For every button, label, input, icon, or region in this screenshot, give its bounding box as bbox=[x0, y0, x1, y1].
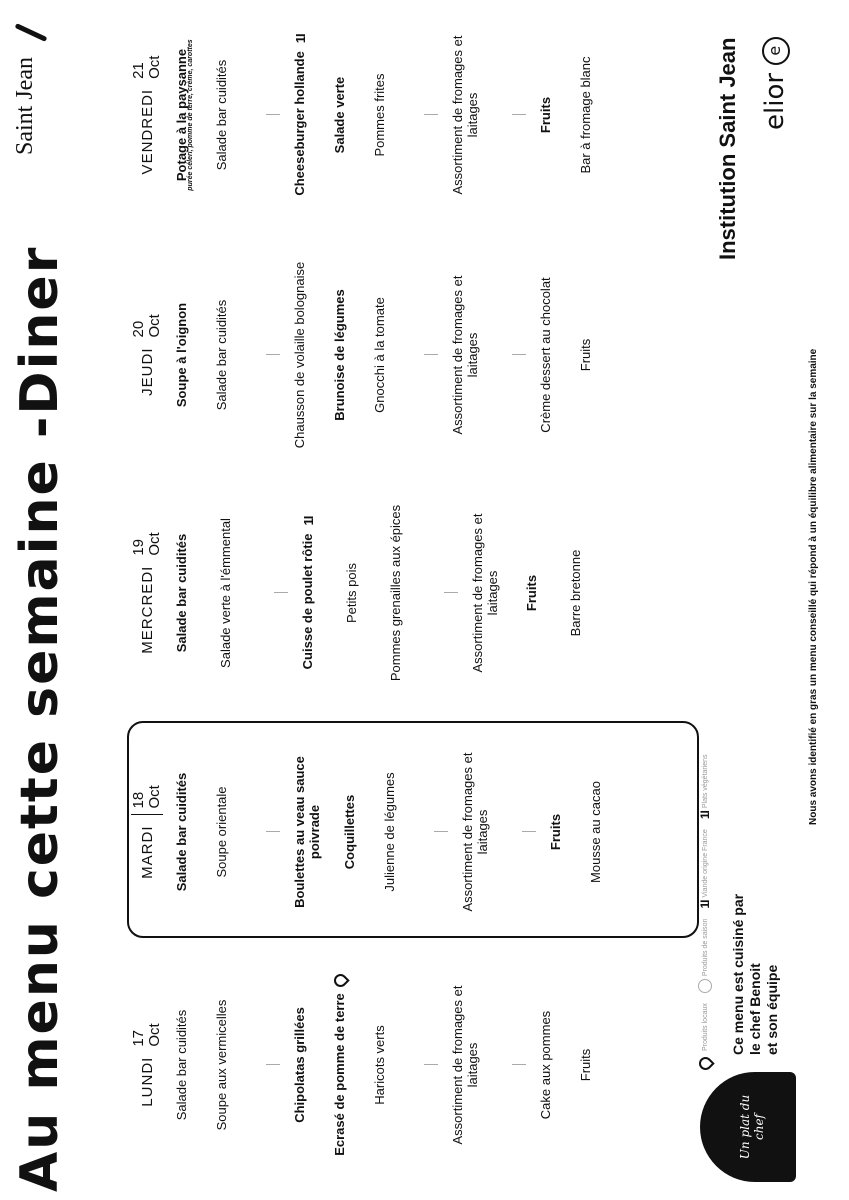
menu-item: Cuisse de poulet rôtie1I bbox=[300, 516, 317, 670]
item-description: purée céleri, pomme de terre, crème, carottes bbox=[187, 39, 194, 191]
menu-item: Assortiment de fromages et laitages bbox=[450, 35, 480, 195]
day-name: JEUDI bbox=[138, 347, 156, 396]
menu-item: Salade bar cuidités bbox=[214, 59, 229, 171]
menu-item: Assortiment de fromages et laitages bbox=[460, 752, 490, 912]
day-header bbox=[120, 532, 174, 653]
course-separator bbox=[444, 593, 458, 594]
day-column-vendredi bbox=[120, 15, 618, 215]
day-column-mardi bbox=[120, 732, 628, 932]
menu-item: Ecrasé de pomme de terre bbox=[332, 972, 352, 1158]
course-separator bbox=[266, 355, 280, 356]
day-date: 21 Oct bbox=[130, 55, 163, 79]
menu-item: Salade bar cuidités bbox=[214, 299, 229, 411]
day-column-jeudi bbox=[120, 255, 618, 455]
day-date: 20 Oct bbox=[130, 314, 163, 338]
menu-item: Petits pois bbox=[344, 563, 359, 623]
chef-logo bbox=[700, 1072, 796, 1182]
menu-item: Fruits bbox=[578, 338, 593, 372]
menu-item: Fruits bbox=[548, 813, 563, 851]
course-separator bbox=[434, 832, 448, 833]
menu-item: Salade verte bbox=[332, 76, 347, 154]
fork-knife-icon: 1I bbox=[301, 516, 317, 526]
day-name: VENDREDI bbox=[138, 88, 156, 175]
course-separator bbox=[512, 115, 526, 116]
chef-logo-text: Un plat du chef bbox=[738, 1094, 766, 1160]
menu-item: Cheeseburger hollande1I bbox=[292, 34, 309, 196]
fork-knife-icon: 1I bbox=[698, 811, 712, 820]
menu-item: Boulettes au veau sauce poivrade bbox=[292, 756, 322, 908]
course-separator bbox=[512, 1065, 526, 1066]
institution-name: Institution Saint Jean bbox=[715, 37, 740, 260]
menu-item: Potage à la paysanne purée céleri, pomme de terre, crème, carottes bbox=[174, 39, 194, 191]
day-date: 17 Oct bbox=[130, 1023, 163, 1047]
menu-item: Assortiment de fromages et laitages bbox=[450, 275, 480, 435]
day-column-mercredi bbox=[120, 493, 612, 693]
menu-item: Barre bretonne bbox=[568, 549, 583, 637]
menu-item: Salade verte à l'émmental bbox=[218, 518, 233, 668]
menu-title: Au menu cette semaine -Diner bbox=[10, 245, 70, 1192]
menu-item: Pommes grenailles aux épices bbox=[388, 504, 403, 682]
menu-item: Chausson de volaille bolognaise bbox=[292, 261, 307, 449]
menu-item: Pommes frites bbox=[372, 73, 387, 157]
menu-item: Fruits bbox=[578, 1048, 593, 1082]
pen-mark bbox=[15, 23, 48, 42]
menu-item: Coquillettes bbox=[342, 794, 357, 870]
menu-item: Crème dessert au chocolat bbox=[538, 277, 553, 433]
day-header bbox=[120, 785, 174, 879]
menu-item: Brunoise de légumes bbox=[332, 289, 347, 421]
menu-item: Haricots verts bbox=[372, 1025, 387, 1105]
menu-item: Soupe orientale bbox=[214, 786, 229, 878]
course-separator bbox=[424, 115, 438, 116]
menu-item: Julienne de légumes bbox=[382, 772, 397, 892]
course-separator bbox=[424, 1065, 438, 1066]
menu-item: Cake aux pommes bbox=[538, 1010, 553, 1120]
course-separator bbox=[274, 593, 288, 594]
footer-note: Nous avons identifié en gras un menu conseillé qui répond à un équilibre alimentaire sur la semaine bbox=[808, 348, 819, 825]
chef-credit: Ce menu est cuisiné par le chef Benoit et son équipe bbox=[730, 893, 780, 1055]
menu-item: Assortiment de fromages et laitages bbox=[450, 985, 480, 1145]
map-pin-icon bbox=[331, 972, 349, 990]
map-pin-icon bbox=[696, 1054, 714, 1072]
course-separator bbox=[266, 1065, 280, 1066]
course-separator bbox=[266, 115, 280, 116]
menu-item: Chipolatas grillées bbox=[292, 1007, 307, 1123]
seasonal-label: Produits de saison bbox=[698, 919, 712, 994]
menu-item: Gnocchi à la tomate bbox=[372, 297, 387, 413]
menu-item: Soupe aux vermicelles bbox=[214, 999, 229, 1131]
menu-item: Soupe à l'oignon bbox=[174, 302, 189, 408]
menu-item: Salade bar cuidités bbox=[174, 1009, 189, 1121]
menu-item: Fruits bbox=[538, 96, 553, 134]
day-name: MARDI bbox=[138, 825, 156, 879]
menu-item: Bar à fromage blanc bbox=[578, 56, 593, 174]
menu-item: Salade bar cuidités bbox=[174, 772, 189, 892]
menu-item: Fruits bbox=[524, 574, 539, 612]
french-meat-label: 1I Viande origine France bbox=[698, 829, 712, 909]
day-header bbox=[120, 56, 174, 175]
course-separator bbox=[512, 355, 526, 356]
course-separator bbox=[424, 355, 438, 356]
vegetarian-label: 1I Plats végétariens bbox=[698, 754, 712, 820]
day-header bbox=[120, 1023, 174, 1106]
day-date: 19 Oct bbox=[130, 532, 163, 556]
day-name: LUNDI bbox=[138, 1056, 156, 1107]
day-date: 18 Oct bbox=[131, 785, 163, 815]
day-name: MERCREDI bbox=[138, 565, 156, 654]
day-column-lundi bbox=[120, 965, 618, 1165]
course-separator bbox=[522, 832, 536, 833]
fork-knife-icon: 1I bbox=[293, 34, 309, 44]
label-legend bbox=[698, 754, 712, 1070]
course-separator bbox=[266, 832, 280, 833]
school-name-top: Saint Jean bbox=[12, 57, 38, 155]
elior-logo: elior e bbox=[760, 37, 790, 130]
menu-item: Salade bar cuidités bbox=[174, 533, 189, 653]
menu-item: Assortiment de fromages et laitages bbox=[470, 513, 500, 673]
season-icon bbox=[698, 979, 712, 993]
local-products-label: Produits locaux bbox=[699, 1003, 712, 1070]
day-header bbox=[120, 314, 174, 396]
menu-item: Mousse au cacao bbox=[588, 781, 603, 883]
fork-knife-icon: 1I bbox=[698, 900, 712, 909]
